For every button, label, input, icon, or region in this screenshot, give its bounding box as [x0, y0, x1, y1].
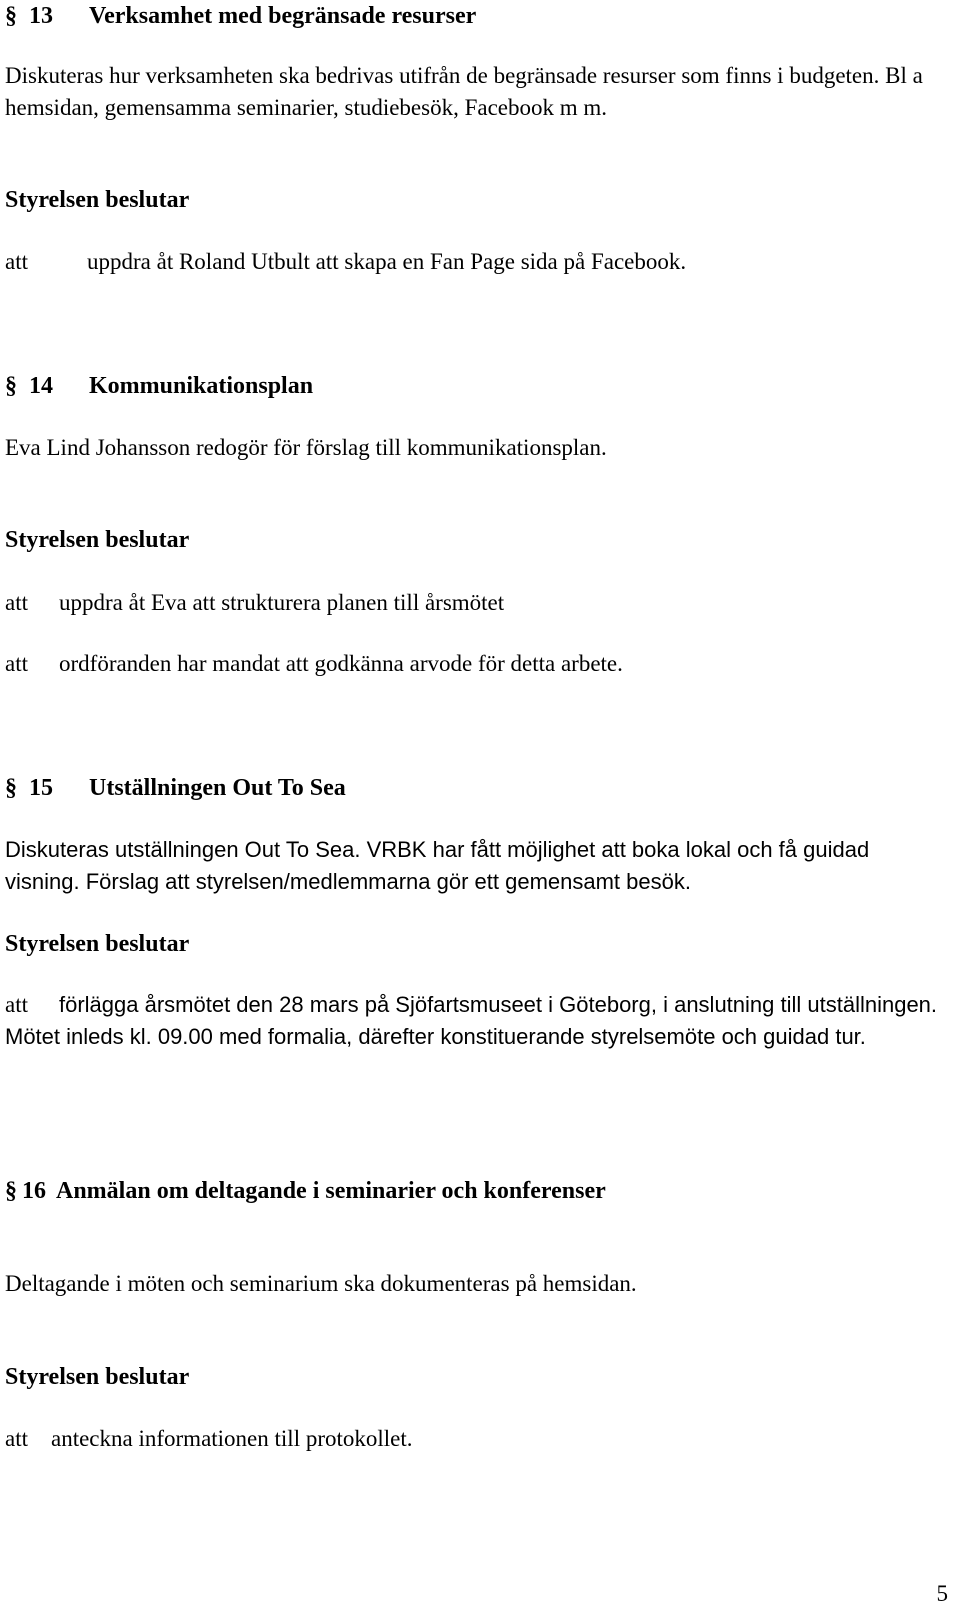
att-label: att [5, 1426, 28, 1451]
section-title: Utställningen Out To Sea [89, 775, 346, 801]
section-symbol: § [5, 3, 17, 29]
section-15-decision-heading: Styrelsen beslutar [5, 931, 190, 957]
section-15-text: Diskuteras utställningen Out To Sea. VRBK har fått möjlighet att boka lokal och få guidad visning. Förslag att styrelsen/medlemmarna gör ett gemensamt besök. [5, 837, 870, 894]
section-13-decision-1 [5, 246, 942, 278]
section-14-text: Eva Lind Johansson redogör för förslag till kommunikationsplan. [5, 435, 607, 460]
decision-text: uppdra åt Eva att strukturera planen till årsmötet [59, 590, 505, 615]
section-13-heading [5, 0, 942, 32]
section-14-decision-heading: Styrelsen beslutar [5, 527, 190, 553]
decision-text: ordföranden har mandat att godkänna arvode för detta arbete. [59, 651, 623, 676]
section-symbol: § [5, 1178, 17, 1204]
decision-text: anteckna informationen till protokollet. [51, 1426, 413, 1451]
section-13-decision-heading: Styrelsen beslutar [5, 187, 190, 213]
att-label: att [5, 651, 28, 676]
section-16-heading [5, 1175, 942, 1207]
section-title: Anmälan om deltagande i seminarier och konferenser [56, 1178, 606, 1204]
section-number: 16 [22, 1178, 46, 1204]
section-title: Verksamhet med begränsade resurser [89, 3, 477, 29]
section-14-decision-2 [5, 648, 942, 680]
decision-text: förlägga årsmötet den 28 mars på Sjöfartsmuseet i Göteborg, i anslutning till utställningen. Mötet inleds kl. 09.00 med formalia, därefter konstituerande styrelsemöte och guidad tur. [5, 992, 938, 1049]
section-number: 13 [29, 3, 53, 29]
section-15-decision-1 [5, 989, 942, 1053]
section-16-decision-heading: Styrelsen beslutar [5, 1364, 190, 1390]
section-title: Kommunikationsplan [89, 373, 314, 399]
section-14-decision-1 [5, 587, 942, 619]
section-symbol: § [5, 373, 17, 399]
section-16-decision-1 [5, 1423, 942, 1455]
att-label: att [5, 992, 28, 1017]
section-14-heading [5, 370, 942, 402]
page-number: 5 [936, 1581, 948, 1606]
section-13-text: Diskuteras hur verksamheten ska bedrivas utifrån de begränsade resurser som finns i budgeten. Bl a hemsidan, gemensamma seminarier, studiebesök, Facebook m m. [5, 63, 923, 120]
section-number: 14 [29, 373, 53, 399]
att-label: att [5, 590, 28, 615]
section-16-text: Deltagande i möten och seminarium ska dokumenteras på hemsidan. [5, 1271, 637, 1296]
decision-text: uppdra åt Roland Utbult att skapa en Fan Page sida på Facebook. [87, 249, 687, 274]
section-symbol: § [5, 775, 17, 801]
section-number: 15 [29, 775, 53, 801]
att-label: att [5, 249, 28, 274]
section-15-heading [5, 772, 942, 804]
